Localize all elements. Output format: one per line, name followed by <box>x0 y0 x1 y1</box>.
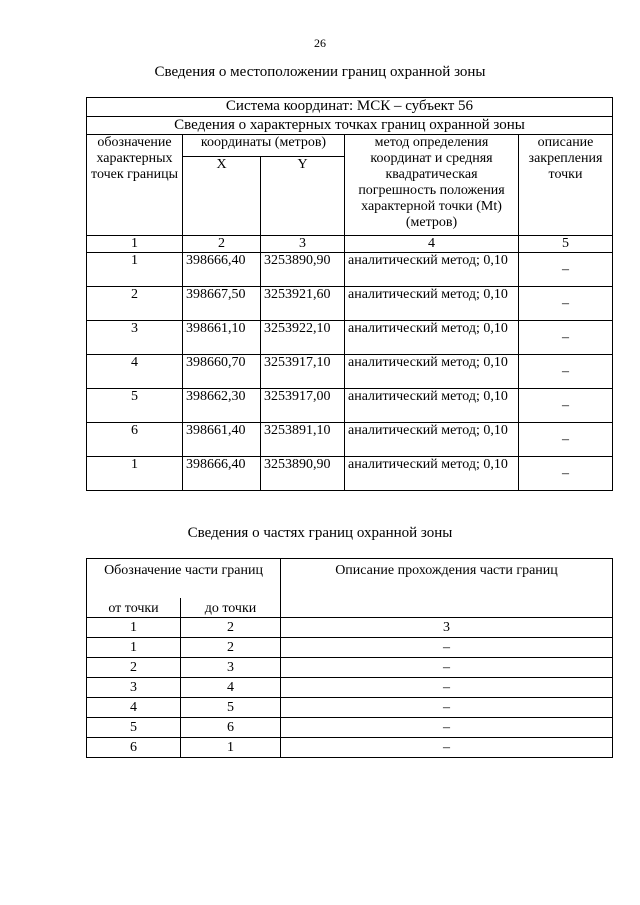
number-cell: 1 <box>87 618 181 638</box>
from-cell: 6 <box>87 738 181 758</box>
table-row <box>87 321 613 355</box>
x-cell: 398660,70 <box>183 355 261 389</box>
description-cell: – <box>519 423 613 457</box>
from-cell: 3 <box>87 678 181 698</box>
point-cell: 1 <box>87 253 183 287</box>
description-cell: – <box>519 287 613 321</box>
method-cell: аналитический метод; 0,10 <box>345 457 519 491</box>
description-cell: – <box>519 321 613 355</box>
from-cell: 4 <box>87 698 181 718</box>
x-cell: 398661,10 <box>183 321 261 355</box>
method-cell: аналитический метод; 0,10 <box>345 389 519 423</box>
method-cell: аналитический метод; 0,10 <box>345 355 519 389</box>
y-cell: 3253921,60 <box>261 287 345 321</box>
from-cell: 1 <box>87 638 181 658</box>
table-row <box>87 638 613 658</box>
x-cell: 398661,40 <box>183 423 261 457</box>
y-cell: 3253890,90 <box>261 253 345 287</box>
point-cell: 3 <box>87 321 183 355</box>
to-cell: 5 <box>181 698 281 718</box>
y-cell: 3253890,90 <box>261 457 345 491</box>
header-method: метод определения координат и средняя квадратическая погрешность положения характерной точки (Mt) (метров) <box>345 135 519 236</box>
y-cell: 3253891,10 <box>261 423 345 457</box>
parts-table <box>86 558 613 758</box>
point-cell: 4 <box>87 355 183 389</box>
table-row <box>87 423 613 457</box>
part-description-cell: – <box>281 738 613 758</box>
description-cell: – <box>519 389 613 423</box>
parts-numbering-row <box>87 618 613 638</box>
header-part-description: Описание прохождения части границ <box>281 559 613 618</box>
table-row <box>87 718 613 738</box>
x-cell: 398666,40 <box>183 253 261 287</box>
number-cell: 2 <box>181 618 281 638</box>
table-row <box>87 355 613 389</box>
number-cell: 3 <box>261 236 345 253</box>
from-cell: 2 <box>87 658 181 678</box>
table-row <box>87 457 613 491</box>
point-cell: 6 <box>87 423 183 457</box>
numbering-row <box>87 236 613 253</box>
parts-header-row <box>87 559 613 598</box>
header-designation: обозначение характерных точек границы <box>87 135 183 236</box>
part-description-cell: – <box>281 678 613 698</box>
points-header-cell: Сведения о характерных точках границ охранной зоны <box>87 117 613 135</box>
number-cell: 4 <box>345 236 519 253</box>
coord-system-row <box>87 98 613 117</box>
point-cell: 2 <box>87 287 183 321</box>
header-description: описание закрепления точки <box>519 135 613 236</box>
to-cell: 1 <box>181 738 281 758</box>
method-cell: аналитический метод; 0,10 <box>345 287 519 321</box>
table-row <box>87 287 613 321</box>
header-x: X <box>183 157 261 236</box>
description-cell: – <box>519 355 613 389</box>
header-y: Y <box>261 157 345 236</box>
part-description-cell: – <box>281 698 613 718</box>
page-number: 26 <box>314 36 326 50</box>
y-cell: 3253922,10 <box>261 321 345 355</box>
point-cell: 5 <box>87 389 183 423</box>
table-row <box>87 253 613 287</box>
y-cell: 3253917,00 <box>261 389 345 423</box>
table-row <box>87 698 613 718</box>
part-description-cell: – <box>281 718 613 738</box>
part-description-cell: – <box>281 638 613 658</box>
number-cell: 2 <box>183 236 261 253</box>
number-cell: 5 <box>519 236 613 253</box>
point-cell: 1 <box>87 457 183 491</box>
description-cell: – <box>519 457 613 491</box>
number-cell: 3 <box>281 618 613 638</box>
section-title-boundaries: Сведения о местоположении границ охранной зоны <box>154 64 486 80</box>
table-row <box>87 389 613 423</box>
to-cell: 3 <box>181 658 281 678</box>
coord-system-cell: Система координат: МСК – субъект 56 <box>87 98 613 117</box>
to-cell: 6 <box>181 718 281 738</box>
number-cell: 1 <box>87 236 183 253</box>
description-cell: – <box>519 253 613 287</box>
section-title-parts: Сведения о частях границ охранной зоны <box>187 525 453 541</box>
header-to-point: до точки <box>181 598 281 618</box>
header-coords: координаты (метров) <box>183 135 345 157</box>
to-cell: 4 <box>181 678 281 698</box>
table-row <box>87 738 613 758</box>
method-cell: аналитический метод; 0,10 <box>345 253 519 287</box>
x-cell: 398662,30 <box>183 389 261 423</box>
x-cell: 398666,40 <box>183 457 261 491</box>
column-header-row <box>87 135 613 157</box>
points-header-row <box>87 117 613 135</box>
header-part-designation: Обозначение части границ <box>87 559 281 598</box>
table-row <box>87 658 613 678</box>
header-from-point: от точки <box>87 598 181 618</box>
method-cell: аналитический метод; 0,10 <box>345 321 519 355</box>
x-cell: 398667,50 <box>183 287 261 321</box>
from-cell: 5 <box>87 718 181 738</box>
y-cell: 3253917,10 <box>261 355 345 389</box>
points-table <box>86 97 613 491</box>
to-cell: 2 <box>181 638 281 658</box>
part-description-cell: – <box>281 658 613 678</box>
table-row <box>87 678 613 698</box>
method-cell: аналитический метод; 0,10 <box>345 423 519 457</box>
